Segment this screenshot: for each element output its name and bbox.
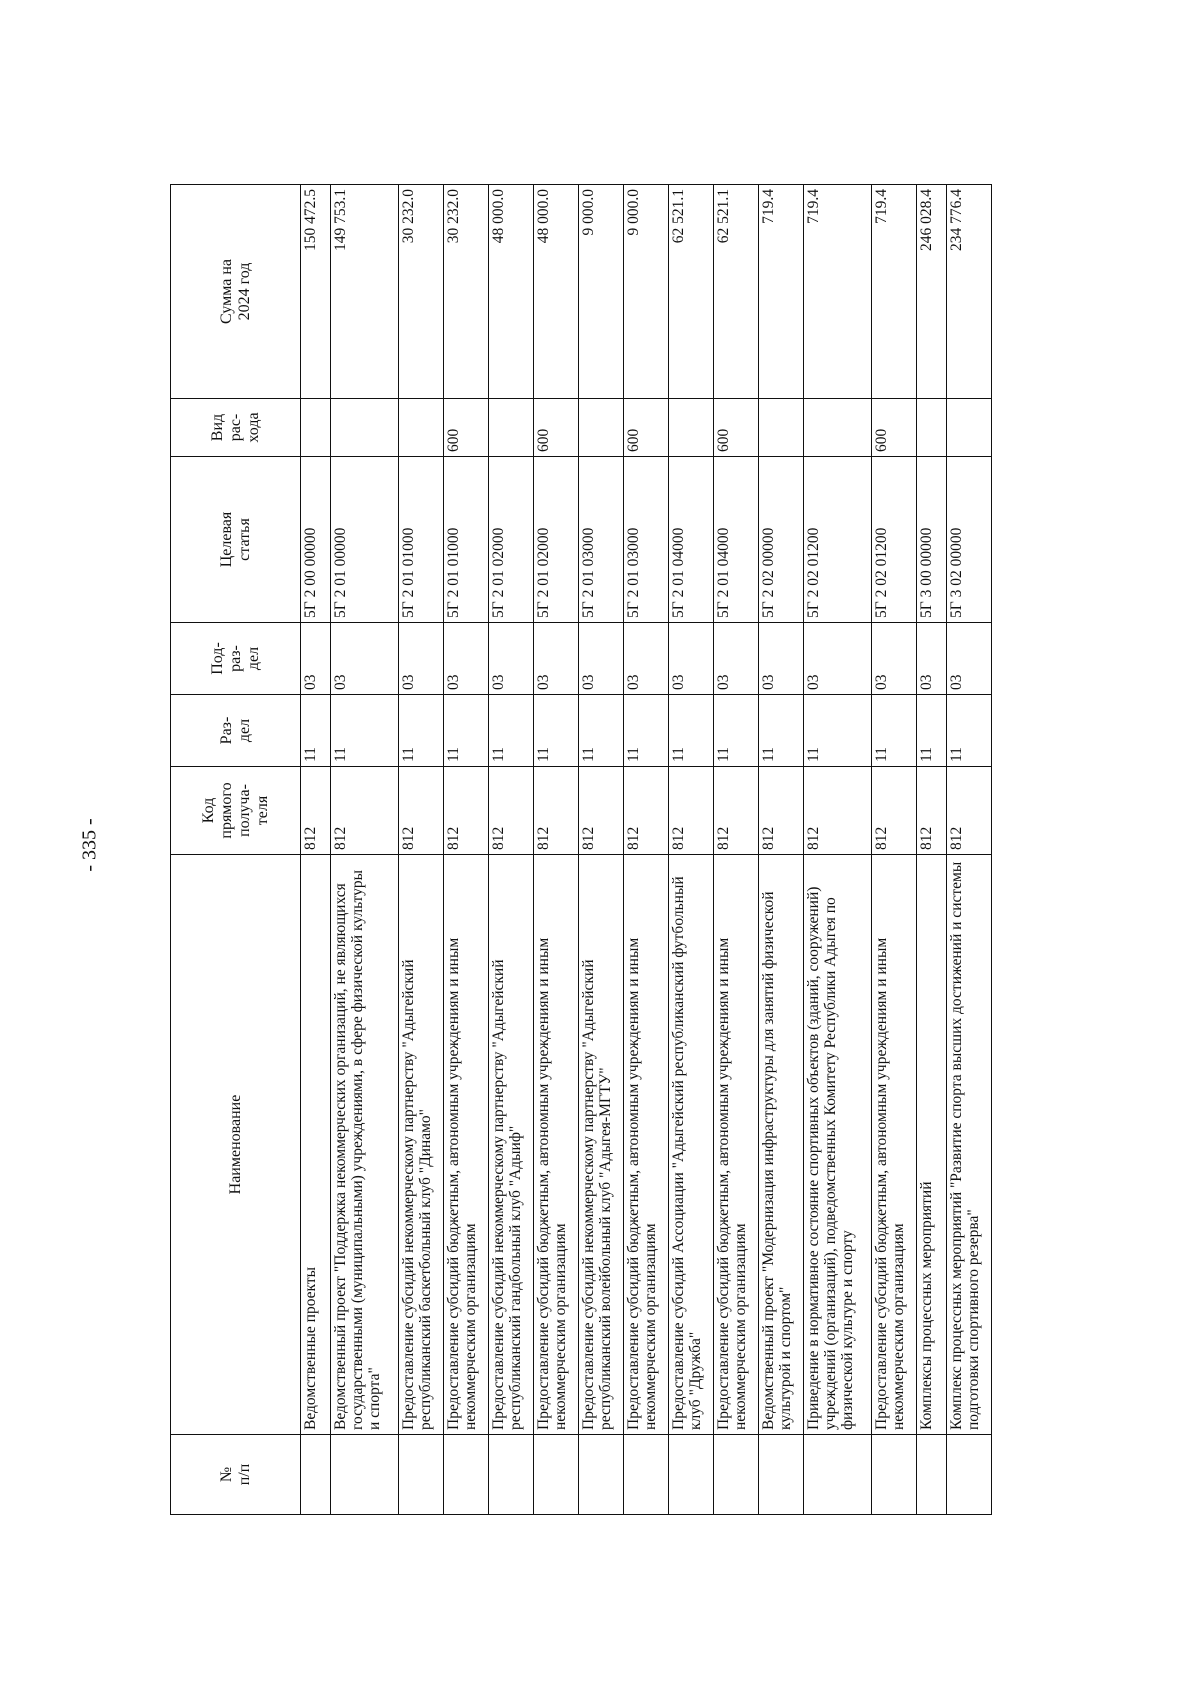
- header-amount: Сумма на 2024 год: [171, 185, 301, 399]
- cell-name: Предоставление субсидий бюджетным, автономным учреждениям и иным некоммерческим организациям: [534, 855, 579, 1435]
- cell-no: [917, 1435, 947, 1515]
- cell-expense: 600: [714, 399, 759, 457]
- cell-name: Ведомственные проекты: [301, 855, 331, 1435]
- table-row: [947, 185, 992, 1515]
- cell-target: 5Г 2 00 00000: [301, 457, 331, 623]
- cell-section: 11: [947, 695, 992, 767]
- cell-name: Ведомственный проект "Модернизация инфраструктуры для занятий физической культурой и спортом": [759, 855, 804, 1435]
- cell-section: 11: [624, 695, 669, 767]
- cell-amount: 719.4: [872, 185, 917, 399]
- cell-subsection: 03: [331, 623, 399, 695]
- cell-recipient: 812: [714, 767, 759, 855]
- cell-subsection: 03: [399, 623, 444, 695]
- cell-section: 11: [804, 695, 872, 767]
- cell-no: [534, 1435, 579, 1515]
- table-row: [489, 185, 534, 1515]
- cell-expense: 600: [444, 399, 489, 457]
- cell-section: 11: [669, 695, 714, 767]
- cell-no: [579, 1435, 624, 1515]
- cell-amount: 48 000.0: [534, 185, 579, 399]
- cell-amount: 719.4: [804, 185, 872, 399]
- cell-no: [947, 1435, 992, 1515]
- cell-subsection: 03: [917, 623, 947, 695]
- budget-table: [170, 184, 992, 1515]
- cell-subsection: 03: [444, 623, 489, 695]
- cell-name: Предоставление субсидий бюджетным, автономным учреждениям и иным некоммерческим организациям: [714, 855, 759, 1435]
- cell-amount: 150 472.5: [301, 185, 331, 399]
- cell-subsection: 03: [301, 623, 331, 695]
- header-target: Целевая статья: [171, 457, 301, 623]
- cell-recipient: 812: [579, 767, 624, 855]
- cell-target: 5Г 3 02 00000: [947, 457, 992, 623]
- cell-amount: 246 028.4: [917, 185, 947, 399]
- cell-target: 5Г 2 01 04000: [714, 457, 759, 623]
- table-row: [917, 185, 947, 1515]
- table-row: [872, 185, 917, 1515]
- cell-no: [759, 1435, 804, 1515]
- cell-amount: 149 753.1: [331, 185, 399, 399]
- cell-name: Ведомственный проект "Поддержка некоммерческих организаций, не являющихся государственными (муниципальными) учреждениями, в сфере физической культуры и спорта": [331, 855, 399, 1435]
- cell-recipient: 812: [804, 767, 872, 855]
- cell-no: [399, 1435, 444, 1515]
- cell-name: Предоставление субсидий бюджетным, автономным учреждениям и иным некоммерческим организациям: [624, 855, 669, 1435]
- cell-expense: [579, 399, 624, 457]
- cell-recipient: 812: [331, 767, 399, 855]
- table-row: [534, 185, 579, 1515]
- cell-no: [624, 1435, 669, 1515]
- cell-amount: 48 000.0: [489, 185, 534, 399]
- cell-amount: 30 232.0: [399, 185, 444, 399]
- table-row: [759, 185, 804, 1515]
- cell-subsection: 03: [714, 623, 759, 695]
- cell-recipient: 812: [947, 767, 992, 855]
- cell-expense: [331, 399, 399, 457]
- cell-no: [872, 1435, 917, 1515]
- cell-recipient: 812: [444, 767, 489, 855]
- cell-recipient: 812: [669, 767, 714, 855]
- cell-target: 5Г 2 01 03000: [579, 457, 624, 623]
- cell-no: [444, 1435, 489, 1515]
- header-section: Раз- дел: [171, 695, 301, 767]
- cell-recipient: 812: [534, 767, 579, 855]
- cell-subsection: 03: [947, 623, 992, 695]
- header-expense: Вид рас- хода: [171, 399, 301, 457]
- cell-subsection: 03: [804, 623, 872, 695]
- cell-expense: [399, 399, 444, 457]
- cell-recipient: 812: [872, 767, 917, 855]
- cell-expense: [947, 399, 992, 457]
- cell-name: Комплексы процессных мероприятий: [917, 855, 947, 1435]
- cell-target: 5Г 2 02 01200: [872, 457, 917, 623]
- table-row: [301, 185, 331, 1515]
- cell-target: 5Г 2 01 01000: [444, 457, 489, 623]
- cell-recipient: 812: [399, 767, 444, 855]
- cell-section: 11: [759, 695, 804, 767]
- table-row: [714, 185, 759, 1515]
- cell-name: Предоставление субсидий некоммерческому партнерству "Адыгейский республиканский волейбольный клуб "Адыгея-МГТУ": [579, 855, 624, 1435]
- cell-target: 5Г 2 01 01000: [399, 457, 444, 623]
- cell-expense: 600: [624, 399, 669, 457]
- cell-expense: [301, 399, 331, 457]
- cell-recipient: 812: [917, 767, 947, 855]
- cell-subsection: 03: [489, 623, 534, 695]
- cell-name: Приведение в нормативное состояние спортивных объектов (зданий, сооружений) учреждений (организаций), подведомственных Комитету Республики Адыгея по физической культуре и спорту: [804, 855, 872, 1435]
- cell-recipient: 812: [301, 767, 331, 855]
- cell-name: Предоставление субсидий некоммерческому партнерству "Адыгейский республиканский баскетбольный клуб "Динамо": [399, 855, 444, 1435]
- header-name: Наименование: [171, 855, 301, 1435]
- table-row: [579, 185, 624, 1515]
- cell-amount: 234 776.4: [947, 185, 992, 399]
- cell-expense: 600: [872, 399, 917, 457]
- cell-section: 11: [301, 695, 331, 767]
- cell-subsection: 03: [534, 623, 579, 695]
- cell-expense: [669, 399, 714, 457]
- cell-subsection: 03: [579, 623, 624, 695]
- cell-target: 5Г 2 01 02000: [534, 457, 579, 623]
- cell-name: Комплекс процессных мероприятий "Развитие спорта высших достижений и системы подготовки спортивного резерва": [947, 855, 992, 1435]
- header-subsection: Под- раз- дел: [171, 623, 301, 695]
- cell-name: Предоставление субсидий бюджетным, автономным учреждениям и иным некоммерческим организациям: [872, 855, 917, 1435]
- cell-expense: [489, 399, 534, 457]
- cell-target: 5Г 2 01 00000: [331, 457, 399, 623]
- table-row: [624, 185, 669, 1515]
- cell-section: 11: [714, 695, 759, 767]
- cell-no: [804, 1435, 872, 1515]
- cell-recipient: 812: [489, 767, 534, 855]
- cell-amount: 62 521.1: [669, 185, 714, 399]
- cell-subsection: 03: [759, 623, 804, 695]
- cell-section: 11: [399, 695, 444, 767]
- cell-name: Предоставление субсидий некоммерческому партнерству "Адыгейский республиканский гандбольный клуб "Адыиф": [489, 855, 534, 1435]
- cell-expense: 600: [534, 399, 579, 457]
- header-recipient: Код прямого получа- теля: [171, 767, 301, 855]
- cell-amount: 9 000.0: [579, 185, 624, 399]
- cell-name: Предоставление субсидий Ассоциации "Адыгейский республиканский футбольный клуб "Дружба": [669, 855, 714, 1435]
- cell-target: 5Г 2 02 01200: [804, 457, 872, 623]
- cell-no: [301, 1435, 331, 1515]
- cell-target: 5Г 2 01 02000: [489, 457, 534, 623]
- cell-expense: [917, 399, 947, 457]
- cell-recipient: 812: [759, 767, 804, 855]
- cell-no: [331, 1435, 399, 1515]
- cell-target: 5Г 2 01 03000: [624, 457, 669, 623]
- header-no: № п/п: [171, 1435, 301, 1515]
- cell-subsection: 03: [624, 623, 669, 695]
- cell-section: 11: [331, 695, 399, 767]
- table-row: [331, 185, 399, 1515]
- table-row: [804, 185, 872, 1515]
- cell-amount: 719.4: [759, 185, 804, 399]
- table-row: [669, 185, 714, 1515]
- cell-target: 5Г 3 00 00000: [917, 457, 947, 623]
- cell-target: 5Г 2 02 00000: [759, 457, 804, 623]
- cell-section: 11: [444, 695, 489, 767]
- page-number: - 335 -: [78, 818, 101, 872]
- cell-amount: 62 521.1: [714, 185, 759, 399]
- cell-name: Предоставление субсидий бюджетным, автономным учреждениям и иным некоммерческим организациям: [444, 855, 489, 1435]
- cell-no: [489, 1435, 534, 1515]
- cell-section: 11: [489, 695, 534, 767]
- cell-no: [669, 1435, 714, 1515]
- cell-expense: [804, 399, 872, 457]
- cell-subsection: 03: [669, 623, 714, 695]
- cell-expense: [759, 399, 804, 457]
- rotated-table-container: [170, 185, 1030, 1515]
- cell-section: 11: [917, 695, 947, 767]
- table-header-row: [171, 185, 301, 1515]
- cell-target: 5Г 2 01 04000: [669, 457, 714, 623]
- cell-section: 11: [872, 695, 917, 767]
- cell-section: 11: [579, 695, 624, 767]
- table-row: [399, 185, 444, 1515]
- cell-subsection: 03: [872, 623, 917, 695]
- table-row: [444, 185, 489, 1515]
- cell-recipient: 812: [624, 767, 669, 855]
- cell-amount: 9 000.0: [624, 185, 669, 399]
- cell-amount: 30 232.0: [444, 185, 489, 399]
- cell-no: [714, 1435, 759, 1515]
- cell-section: 11: [534, 695, 579, 767]
